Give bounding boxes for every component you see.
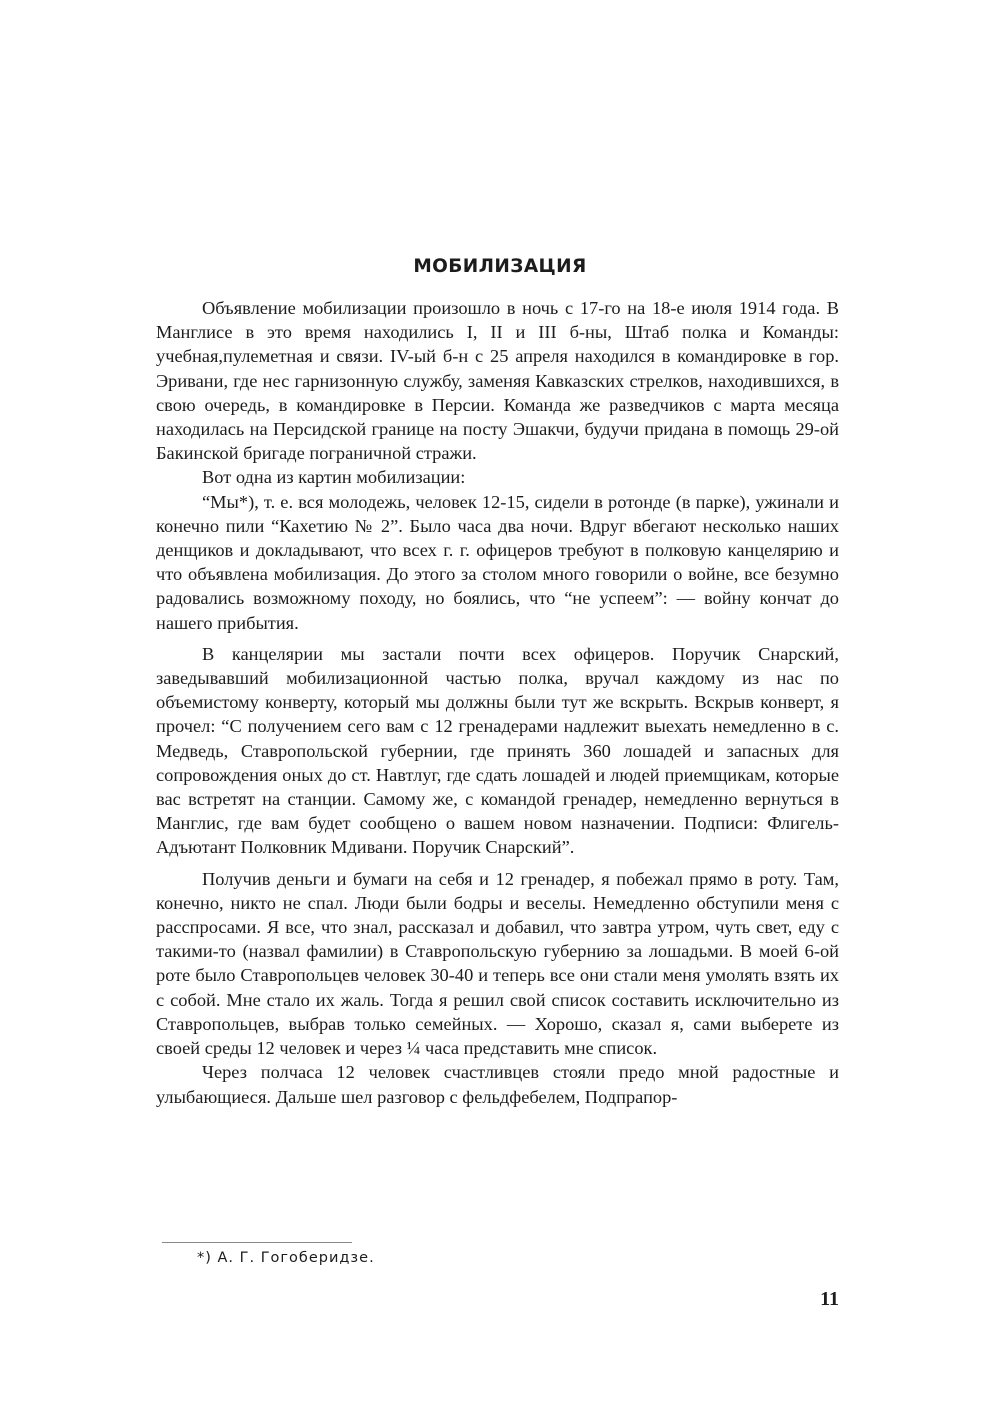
paragraph: Объявление мобилизации произошло в ночь с 17-го на 18-е июля 1914 года. В Манглисе в это время находились I, II и III б-ны, Штаб полка и Команды: учебная,пулеметная и связи. IV-ый б-н с 25 апреля находился в командировке в гор. Эривани, где нес гарнизонную службу, заменяя Кавказских стрелков, находившихся, в свою очередь, в командировке в Персии. Команда же разведчиков с марта месяца находилась на Персидской границе на посту Эшакчи, будучи придана в помощь 29-ой Бакинской бригаде пограничной стражи. (156, 298, 839, 464)
paragraph: В канцелярии мы застали почти всех офицеров. Поручик Снарский, заведывавший мобилизационной частью полка, вручал каждому из нас по объемистому конверту, который мы должны были тут же вскрыть. Вскрыв конверт, я прочел: “С получением сего вам с 12 гренадерами надлежит выехать немедленно в с. Медведь, Ставропольской губернии, где принять 360 лошадей и запасных для сопровождения оных до ст. Навтлуг, где сдать лошадей и людей приемщикам, которые вас встретят на станции. Самому же, с командой гренадер, немедленно вернуться в Манглис, где вам будет сообщено о вашем новом назначении. Подписи: Флигель-Адъютант Полковник Мдивани. Поручик Снарский”. (156, 643, 839, 858)
footnote-divider (162, 1242, 352, 1243)
page-number: 11 (820, 1288, 839, 1310)
paragraph: “Мы*), т. е. вся молодежь, человек 12-15, сидели в ротонде (в парке), ужинали и конечно пили “Кахетию № 2”. Было часа два ночи. Вдруг вбегают несколько наших денщиков и докладывают, что всех г. г. офицеров требуют в полковую канцелярию и что объявлена мобилизация. До этого за столом много говорили о войне, все безумно радовались возможному походу, но боялись, что “не успеем”: — войну кончат до нашего прибытия. (156, 491, 839, 633)
paragraph: Получив деньги и бумаги на себя и 12 гренадер, я побежал прямо в роту. Там, конечно, никто не спал. Люди были бодры и веселы. Немедленно обступили меня с расспросами. Я все, что знал, рассказал и добавил, что завтра утром, чуть свет, еду с такими-то (назвал фамилии) в Ставропольскую губернию за лошадьми. В моей 6-ой роте было Ставропольцев человек 30-40 и теперь все они стали меня умолять взять их с собой. Мне стало их жаль. Тогда я решил свой список составить исключительно из Ставропольцев, выбрав только семейных. — Хорошо, сказал я, сами выберете из своей среды 12 человек и через ¼ часа представить мне список. (156, 868, 839, 1059)
paragraph: Вот одна из картин мобилизации: (202, 467, 466, 488)
chapter-title: МОБИЛИЗАЦИЯ (413, 256, 587, 277)
footnote: *) А. Г. Гогоберидзе. (197, 1250, 375, 1266)
paragraph: Через полчаса 12 человек счастливцев стояли предо мной радостные и улыбающиеся. Дальше шел разговор с фельдфебелем, Подпрапор- (156, 1062, 839, 1107)
body-text (156, 296, 839, 1109)
